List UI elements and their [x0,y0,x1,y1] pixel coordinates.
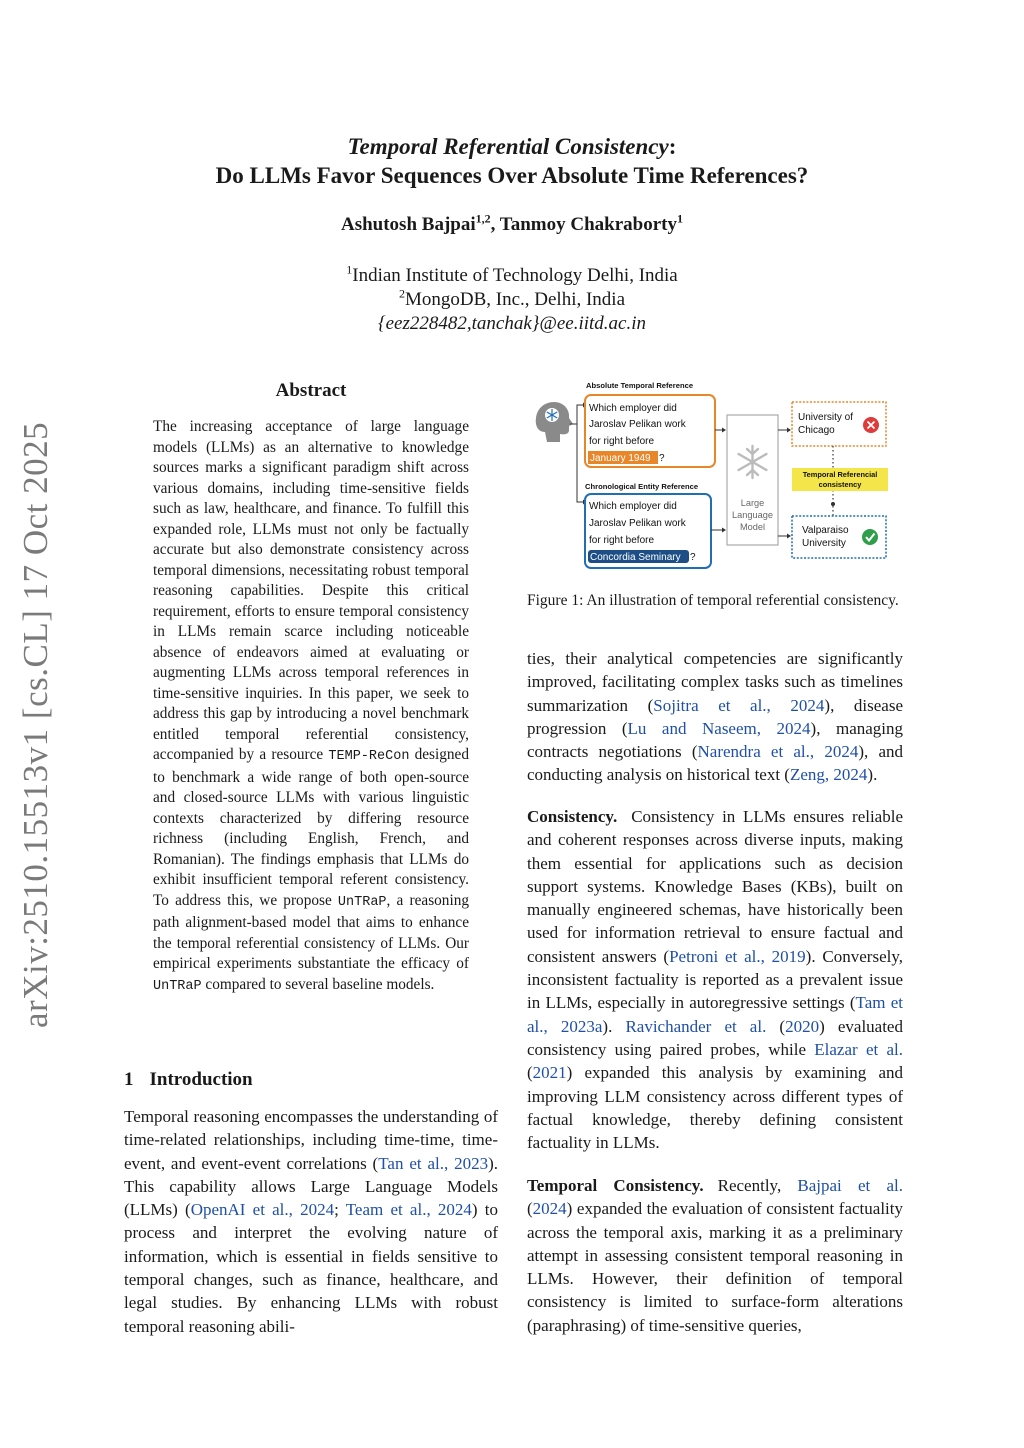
q1-qmark: ? [659,453,665,464]
citation-link[interactable]: Sojitra et al., 2024 [653,695,825,715]
trc-line2: consistency [818,480,862,489]
title-italic: Temporal Referential Consistency [347,134,669,159]
body-text: ) expanded this analysis by examining and improving LLM consistency across different types of factual knowledge, thereby defining consistent factuality in LLMs. [527,1063,903,1153]
body-text: ), managing contracts negotiations ( [527,718,904,762]
right-paragraph-1 [527,647,903,787]
abstract-body [153,417,469,997]
affil-1-sup: 1 [346,262,353,277]
body-text: Recently, [717,1176,798,1195]
q2-highlight: Concordia Seminary [590,552,681,563]
ans1-line1: University of [798,412,854,423]
right-paragraph-temporal-consistency [527,1174,903,1337]
q1-highlight: January 1949 [590,453,651,464]
author-1: Ashutosh Bajpai [340,214,476,235]
q2-qmark: ? [690,552,696,563]
intro-text: ). This capability allows Large Language Models (LLMs) ( [124,1153,499,1220]
authors [0,211,1024,236]
q2-line1: Which employer did [589,501,677,512]
paragraph-heading: Consistency. [527,807,618,826]
q1-line1: Which employer did [589,403,677,414]
q2-line2: Jaroslav Pelikan work [589,518,686,529]
check-icon [862,529,878,545]
citation-link[interactable]: Tan et al., 2023 [378,1153,489,1173]
arxiv-sidebar: arXiv:2510.15513v1 [cs.CL] 17 Oct 2025 [16,421,55,1028]
intro-text: ) to process and interpret the evolving nature of information, which is essential in fields sensitive to temporal changes, such as finance, healthcare, and legal studies. By enhancing LLMs with robust temporal reasoning abili- [124,1200,498,1336]
citation-link[interactable]: Petroni et al., 2019 [669,946,806,966]
right-paragraph-consistency [527,805,903,1154]
body-text: ( [766,1016,786,1036]
author-2: Tanmoy Chakraborty [499,214,677,235]
body-text: Consistency in LLMs ensures reliable and coherent responses across diverse inputs, making them essential for applications such as decision support systems. Knowledge Bases (KBs), built on manually engineered schemas, have historically been used for information retrieval to ensure factual and consistent answers ( [527,807,903,966]
body-text: ). [867,765,878,785]
fig-chron-label: Chronological Entity Reference [585,482,699,491]
trc-line1: Temporal Referencial [802,470,878,479]
citation-link[interactable]: 2021 [532,1063,567,1083]
body-text: ) expanded the evaluation of consistent factuality across the temporal axis, marking it as a preliminary attempt in assessing consistent temporal reasoning in LLMs. However, their definition of temporal consistency is limited to surface-form alterations (paraphrasing) of time-sensitive queries, [527,1199,903,1335]
title-colon: : [668,134,677,159]
ans1-line2: Chicago [798,425,835,436]
citation-link[interactable]: Narendra et al., 2024 [697,742,859,762]
llm-line3: Model [739,522,766,532]
abstract-code-untrap-2: UnTRaP [153,978,202,994]
ans2-line2: University [802,538,846,549]
citation-link[interactable]: Ravichander et al. [625,1016,767,1036]
body-text: ), disease progression ( [527,695,903,738]
abstract-text-2: designed to benchmark a wide range of both open-source and closed-source LLMs with various linguistic contexts characterized by differing resource richness (including English, French, and Romanian). The findings emphasis that LLMs do exhibit insufficient temporal referent consistency. To address this, we propose [153,746,469,909]
affiliations [0,264,1024,336]
body-text: ( [527,1199,533,1219]
citation-link[interactable]: Team et al., 2024 [345,1200,472,1220]
section-number: 1 [124,1069,134,1090]
abstract-text-3: , a reasoning path alignment-based model that aims to enhance the temporal referential consistency of LLMs. Our empirical experiments substantiate the efficacy of [153,891,469,972]
section-heading-introduction [124,1069,253,1091]
intro-text: ; [334,1200,346,1220]
intro-text: Temporal reasoning encompasses the understanding of time-related relationships, including time-time, time-event, and event-event correlations ( [124,1107,498,1173]
abstract-heading: Abstract [275,380,347,401]
intro-paragraph [124,1105,498,1338]
body-text: ), and conducting analysis on historical text ( [527,742,903,785]
citation-link[interactable]: Tam et al., 2023a [527,993,904,1036]
body-text: ). Conversely, inconsistent factuality is reported as a prevalent issue in LLMs, especially in autoregressive settings ( [527,946,903,1013]
affil-1: Indian Institute of Technology Delhi, India [352,265,678,286]
author-2-sup: 1 [677,211,683,226]
fig-abs-label: Absolute Temporal Reference [586,381,694,390]
abstract-code-temprecon: TEMP-ReCon [328,749,410,764]
section-title: Introduction [149,1069,253,1090]
ans2-line1: Valparaiso [802,525,849,536]
q1-line2: Jaroslav Pelikan work [589,419,686,430]
q1-line3: for right before [589,436,655,447]
body-text: ( [527,1063,533,1083]
citation-link[interactable]: 2020 [785,1016,820,1036]
paragraph-heading: Temporal Consistency. [527,1176,704,1195]
title-line2: Do LLMs Favor Sequences Over Absolute Time References? [215,163,809,188]
paper-title [0,132,1024,190]
llm-line2: Language [732,510,773,520]
email: {eez228482,tanchak}@ee.iitd.ac.in [378,313,646,334]
body-text: ties, their analytical competencies are significantly improved, facilitating complex tasks such as timelines summarization ( [527,649,903,715]
wrong-x-icon [863,417,879,433]
abstract-code-untrap-1: UnTRaP [337,894,387,910]
body-text: ). [602,1016,626,1036]
citation-link[interactable]: OpenAI et al., 2024 [190,1200,335,1220]
citation-link[interactable]: Lu and Naseem, 2024 [627,718,811,738]
abstract-text-1: The increasing acceptance of large language models (LLMs) as an alternative to knowledge sources marks a significant paradigm shift across various domains, including time-sensitive fields such as law, healthcare, and finance. To fulfill this expanded role, LLMs must not only be factually accurate but also demonstrate consistency across temporal dimensions, necessitating robust temporal reasoning capabilities. Despite this critical requirement, efforts to ensure temporal consistency in LLMs remain scarce including noticeable absence of endeavors aimed at evaluating or augmenting LLMs across temporal references in time-sensitive inquiries. In this paper, we seek to address this gap by introducing a novel benchmark entitled temporal referential consistency, accompanied by a resource [153,418,469,763]
q2-line3: for right before [589,535,655,546]
body-text: ) evaluated consistency using paired probes, while [527,1016,903,1059]
citation-link[interactable]: 2024 [532,1199,567,1219]
citation-link[interactable]: Zeng, 2024 [789,765,868,785]
affil-2: MongoDB, Inc., Delhi, India [404,289,626,310]
author-sep: , [490,214,500,235]
citation-link[interactable]: Elazar et al. [814,1039,903,1059]
affil-2-sup: 2 [398,286,405,301]
llm-line1: Large [740,498,765,508]
figure-caption: Figure 1: An illustration of temporal referential consistency. [527,592,899,609]
brain-head-icon [536,402,573,442]
abstract-text-4: compared to several baseline models. [201,975,435,993]
citation-link[interactable]: Bajpai et al. [797,1176,903,1195]
author-1-sup: 1,2 [475,211,491,226]
figure-1 [527,378,903,578]
